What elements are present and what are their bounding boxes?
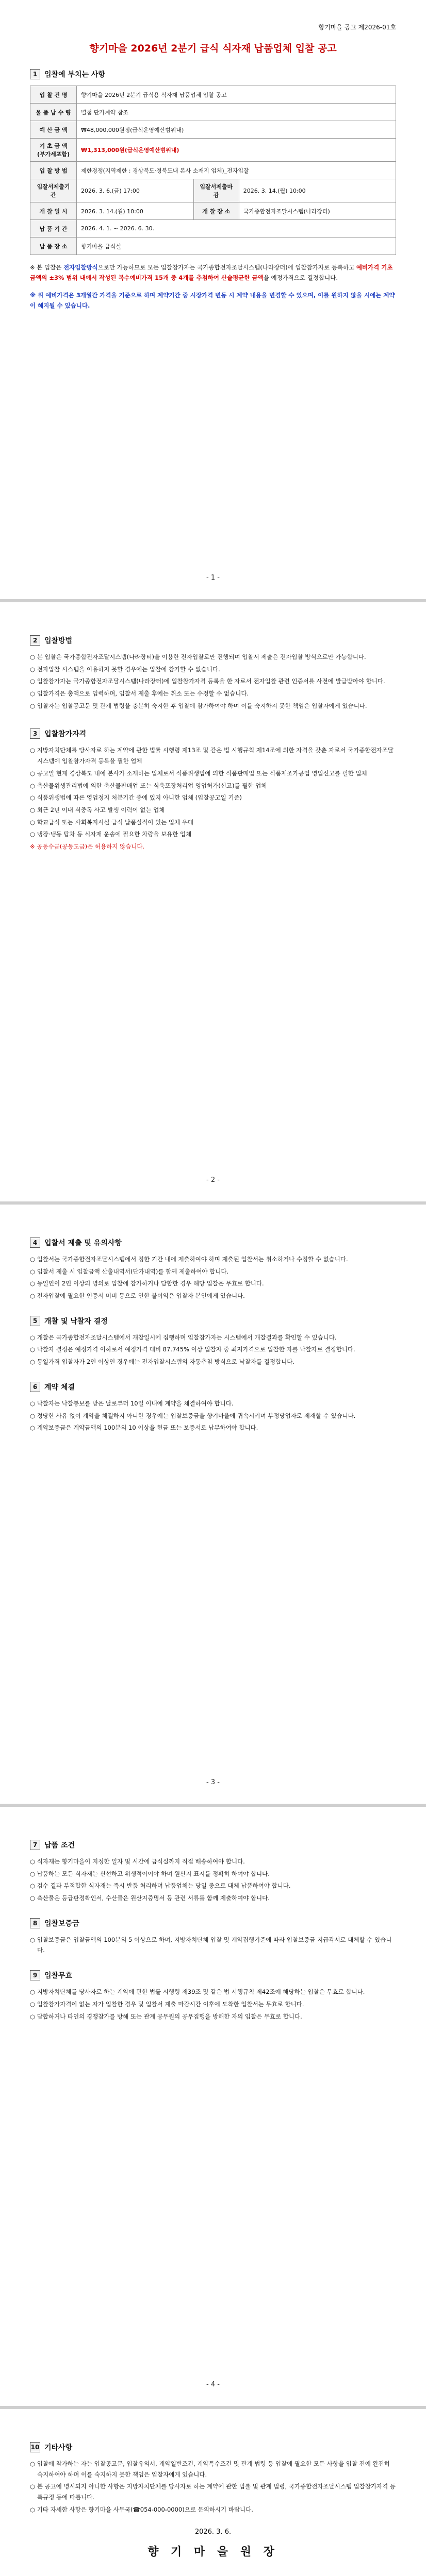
list-item: ○ 지방자치단체를 당사자로 하는 계약에 관한 법률 시행령 제39조 및 같은 법 시행규칙 제42조에 해당하는 입찰은 무효로 합니다. bbox=[30, 1988, 365, 1996]
table-row bbox=[30, 162, 396, 179]
table-label: 개 찰 일 시 bbox=[30, 202, 77, 220]
table-label: 입 찰 건 명 bbox=[30, 86, 77, 104]
note-text: ※ 본 입찰은 bbox=[30, 264, 64, 271]
table-label: 입 찰 방 법 bbox=[30, 162, 77, 179]
list-item: ○ 동일가격 입찰자가 2인 이상인 경우에는 전자입찰시스템의 자동추첨 방식으로 낙찰자를 결정합니다. bbox=[30, 1358, 295, 1366]
list-item: ○ 본 입찰은 국가종합전자조달시스템(나라장터)을 이용한 전자입찰로만 진행되며 입찰서 제출은 전자입찰 방식으로만 가능합니다. bbox=[30, 653, 366, 660]
list-item: ○ 담합하거나 타인의 경쟁참가를 방해 또는 관계 공무원의 공무집행을 방해한 자의 입찰은 무효로 합니다. bbox=[30, 2012, 302, 2020]
table-label: 납 품 장 소 bbox=[30, 238, 77, 255]
list-item: ○ 검수 결과 부적합한 식자재는 즉시 반품 처리하며 납품업체는 당일 중으로 대체 납품하여야 합니다. bbox=[30, 1882, 291, 1890]
list-item: ○ 입찰참가자격이 없는 자가 입찰한 경우 및 입찰서 제출 마감시간 이후에 도착한 입찰서는 무효로 합니다. bbox=[30, 2000, 304, 2008]
table-label: 물 품 납 수 량 bbox=[30, 104, 77, 121]
section-6-header bbox=[30, 1382, 396, 1392]
section-number: 10 bbox=[30, 2442, 40, 2452]
table-value: 2026. 4. 1. ~ 2026. 6. 30. bbox=[77, 220, 396, 238]
section-10-header bbox=[30, 2442, 396, 2452]
table-label: 납 품 기 간 bbox=[30, 220, 77, 238]
table-row bbox=[30, 202, 396, 220]
section-5-body bbox=[30, 1332, 396, 1367]
list-item: ○ 입찰가격은 총액으로 입력하며, 입찰서 제출 후에는 취소 또는 수정할 수 없습니다. bbox=[30, 690, 249, 698]
list-item: ○ 식품위생법에 따른 영업정지 처분기간 중에 있지 아니한 업체 (입찰공고일 기준) bbox=[30, 794, 242, 802]
list-item: ○ 동일인이 2인 이상의 명의로 입찰에 참가하거나 담합한 경우 해당 입찰은 무효로 합니다. bbox=[30, 1280, 264, 1287]
list-item: ○ 개찰은 국가종합전자조달시스템에서 개찰일시에 집행하며 입찰참가자는 시스템에서 개찰결과를 확인할 수 있습니다. bbox=[30, 1333, 337, 1341]
section-6-body bbox=[30, 1398, 396, 1433]
page-number: - 1 - bbox=[206, 574, 220, 582]
note-text: 으로만 가능하므로 모든 입찰참가자는 국가종합전자조달시스템(나라장터)에 입찰참가자로 등록하고 bbox=[97, 264, 356, 271]
section-9-body bbox=[30, 1987, 396, 2022]
document-page-5 bbox=[0, 2409, 426, 2576]
section-number: 7 bbox=[30, 1840, 40, 1850]
bid-info-table bbox=[30, 86, 396, 255]
price-note bbox=[30, 290, 396, 311]
section-number: 1 bbox=[30, 69, 40, 79]
section-title: 계약 체결 bbox=[44, 1383, 75, 1392]
list-item: ○ 입찰서는 국가종합전자조달시스템에서 정한 기간 내에 제출하여야 하며 제출된 입찰서는 취소하거나 수정할 수 없습니다. bbox=[30, 1256, 348, 1263]
section-8-body bbox=[30, 1935, 396, 1956]
list-item: ○ 학교급식 또는 사회복지시설 급식 납품실적이 있는 업체 우대 bbox=[30, 818, 194, 826]
section-title: 개찰 및 낙찰자 결정 bbox=[44, 1317, 108, 1326]
section-7-header bbox=[30, 1840, 396, 1850]
page-number: - 3 - bbox=[206, 1778, 220, 1786]
section-2-header bbox=[30, 635, 396, 646]
page-number: - 2 - bbox=[206, 1176, 220, 1184]
table-row bbox=[30, 104, 396, 121]
table-value: ₩48,000,000원정(급식운영예산범위내) bbox=[77, 121, 396, 139]
note-emphasis: 예비가격 기초금액의 ±3% 범위 내에서 작성된 복수예비가격 15개 중 4개를 추첨하여 산술평균한 금액 bbox=[30, 264, 393, 282]
section-1-header bbox=[30, 69, 396, 79]
list-item: ○ 기타 자세한 사항은 향기마을 사무국(☎054-000-0000)으로 문의하시기 바랍니다. bbox=[30, 2505, 253, 2513]
section-number: 5 bbox=[30, 1316, 40, 1326]
table-label: 예 산 금 액 bbox=[30, 121, 77, 139]
section-number: 6 bbox=[30, 1382, 40, 1392]
section-2-body bbox=[30, 652, 396, 711]
section-3-header bbox=[30, 728, 396, 739]
list-item: ○ 입찰참가자는 국가종합전자조달시스템(나라장터)에 입찰참가자격 등록을 한 자로서 전자입찰 관련 인증서를 사전에 발급받아야 합니다. bbox=[30, 677, 385, 685]
document-page-4 bbox=[0, 1807, 426, 2409]
list-item: ○ 최근 2년 이내 식중독 사고 발생 이력이 없는 업체 bbox=[30, 806, 165, 814]
list-item: ○ 납품하는 모든 식자재는 신선하고 위생적이어야 하며 원산지 표시를 정확히 하여야 합니다. bbox=[30, 1870, 270, 1877]
list-item-note: ※ 공동수급(공동도급)은 허용하지 않습니다. bbox=[30, 842, 145, 850]
list-item: ○ 입찰자는 입찰공고문 및 관계 법령을 충분히 숙지한 후 입찰에 참가하여야 하며 이를 숙지하지 못한 책임은 입찰자에게 있습니다. bbox=[30, 702, 367, 709]
announcement-date: 2026. 3. 6. bbox=[194, 2528, 232, 2536]
table-value: 제한경쟁(지역제한 : 경상북도·경북도내 본사 소재지 업체)_전자입찰 bbox=[77, 162, 396, 179]
table-row bbox=[30, 220, 396, 238]
table-value: ₩1,313,000원(급식운영예산범위내) bbox=[77, 139, 396, 162]
list-item: ○ 입찰에 참가하는 자는 입찰공고문, 입찰유의서, 계약일반조건, 계약특수조건 및 관계 법령 등 입찰에 필요한 모든 사항을 입찰 전에 완전히 숙지하여야 하며 이를 숙지하지 못한 책임은 입찰자에게 있습니다. bbox=[30, 2460, 390, 2478]
section-8-header bbox=[30, 1918, 396, 1928]
table-value: 별첨 단가계약 참조 bbox=[77, 104, 396, 121]
table-value: 2026. 3. 14.(월) 10:00 bbox=[239, 179, 396, 202]
table-label: 기 초 금 액 (부가세포함) bbox=[30, 139, 77, 162]
document-page-2 bbox=[0, 602, 426, 1205]
section-9-header bbox=[30, 1970, 396, 1980]
section-title: 납품 조건 bbox=[44, 1841, 75, 1850]
list-item: ○ 공고일 현재 경상북도 내에 본사가 소재하는 업체로서 식품위생법에 의한 식품판매업 또는 식품제조가공업 영업신고를 필한 업체 bbox=[30, 769, 367, 777]
table-row bbox=[30, 139, 396, 162]
table-value: 향기마을 급식실 bbox=[77, 238, 396, 255]
note-emphasis: ※ 위 예비가격은 3개월간 가격을 기준으로 하며 계약기간 중 시장가격 변동 시 계약 내용을 변경할 수 있으며, 이를 원하지 않을 시에는 계약이 해지될 수 있습니다. bbox=[30, 292, 395, 310]
section-title: 입찰방법 bbox=[44, 637, 73, 645]
table-row bbox=[30, 179, 396, 202]
issuer-name: 향 기 마 을 원 장 bbox=[148, 2546, 278, 2559]
list-item: ○ 정당한 사유 없이 계약을 체결하지 아니한 경우에는 입찰보증금을 향기마을에 귀속시키며 부정당업자로 제재할 수 있습니다. bbox=[30, 1412, 356, 1419]
section-number: 3 bbox=[30, 728, 40, 739]
section-10-body bbox=[30, 2459, 396, 2515]
table-value: 2026. 3. 6.(금) 17:00 bbox=[77, 179, 194, 202]
document-page-3 bbox=[0, 1205, 426, 1807]
table-label: 개 찰 장 소 bbox=[193, 202, 239, 220]
list-item: ○ 지방자치단체를 당사자로 하는 계약에 관한 법률 시행령 제13조 및 같은 법 시행규칙 제14조에 의한 자격을 갖춘 자로서 국가종합전자조달시스템에 입찰참가자격 등록을 필한 업체 bbox=[30, 747, 394, 765]
table-label: 입찰서제출기간 bbox=[30, 179, 77, 202]
list-item: ○ 낙찰자 결정은 예정가격 이하로서 예정가격 대비 87.745% 이상 입찰자 중 최저가격으로 입찰한 자를 낙찰자로 결정합니다. bbox=[30, 1346, 355, 1353]
list-item: ○ 축산물위생관리법에 의한 축산물판매업 또는 식육포장처리업 영업허가(신고)를 필한 업체 bbox=[30, 782, 267, 789]
section-title: 입찰서 제출 및 유의사항 bbox=[44, 1239, 122, 1247]
list-item: ○ 계약보증금은 계약금액의 100분의 10 이상을 현금 또는 보증서로 납부하여야 합니다. bbox=[30, 1424, 258, 1432]
note-text: 을 예정가격으로 결정합니다. bbox=[263, 274, 338, 282]
notice-number: 향기마을 공고 제2026-01호 bbox=[318, 24, 396, 31]
bid-note bbox=[30, 262, 396, 283]
document-title: 향기마을 2026년 2분기 급식 식자재 납품업체 입찰 공고 bbox=[89, 43, 337, 54]
section-number: 9 bbox=[30, 1970, 40, 1980]
section-title: 입찰보증금 bbox=[44, 1919, 79, 1928]
page-number: - 4 - bbox=[206, 2381, 220, 2388]
table-row bbox=[30, 121, 396, 139]
list-item: ○ 전자입찰 시스템을 이용하지 못할 경우에는 입찰에 참가할 수 없습니다. bbox=[30, 665, 220, 673]
table-label: 입찰서제출마감 bbox=[193, 179, 239, 202]
section-number: 8 bbox=[30, 1918, 40, 1928]
document-page-1 bbox=[0, 0, 426, 602]
list-item: ○ 전자입찰에 필요한 인증서 미비 등으로 인한 불이익은 입찰자 본인에게 있습니다. bbox=[30, 1292, 245, 1300]
section-7-body bbox=[30, 1856, 396, 1904]
table-value: 향기마을 2026년 2분기 급식용 식자재 납품업체 입찰 공고 bbox=[77, 86, 396, 104]
section-4-header bbox=[30, 1238, 396, 1248]
section-title: 입찰참가자격 bbox=[44, 730, 87, 739]
section-3-body bbox=[30, 745, 396, 852]
list-item: ○ 낙찰자는 낙찰통보를 받은 날로부터 10일 이내에 계약을 체결하여야 합니다. bbox=[30, 1399, 234, 1407]
list-item: ○ 냉장·냉동 탑차 등 식자재 운송에 필요한 차량을 보유한 업체 bbox=[30, 831, 192, 838]
list-item: ○ 축산물은 등급판정확인서, 수산물은 원산지증명서 등 관련 서류를 함께 제출하여야 합니다. bbox=[30, 1894, 270, 1902]
note-emphasis: 전자입찰방식 bbox=[63, 264, 98, 271]
section-number: 4 bbox=[30, 1238, 40, 1248]
table-row bbox=[30, 86, 396, 104]
section-5-header bbox=[30, 1316, 396, 1326]
list-item: ○ 입찰보증금은 입찰금액의 100분의 5 이상으로 하며, 지방자치단체 입찰 및 계약집행기준에 따라 입찰보증금 지급각서로 대체할 수 있습니다. bbox=[30, 1936, 392, 1954]
section-title: 입찰무효 bbox=[44, 1972, 73, 1980]
table-value: 2026. 3. 14.(월) 10:00 bbox=[77, 202, 194, 220]
list-item: ○ 본 공고에 명시되지 아니한 사항은 지방자치단체를 당사자로 하는 계약에 관한 법률 및 관계 법령, 국가종합전자조달시스템 입찰참가자격 등록규정 등에 따릅니다. bbox=[30, 2483, 396, 2501]
section-title: 기타사항 bbox=[44, 2444, 73, 2452]
section-title: 입찰에 부치는 사항 bbox=[44, 71, 105, 79]
section-4-body bbox=[30, 1254, 396, 1301]
list-item: ○ 식자재는 향기마을이 지정한 일자 및 시간에 급식실까지 직접 배송하여야 합니다. bbox=[30, 1858, 245, 1865]
list-item: ○ 입찰서 제출 시 입찰금액 산출내역서(단가내역)를 함께 제출하여야 합니다. bbox=[30, 1267, 229, 1275]
section-number: 2 bbox=[30, 635, 40, 646]
table-value: 국가종합전자조달시스템(나라장터) bbox=[239, 202, 396, 220]
table-row bbox=[30, 238, 396, 255]
